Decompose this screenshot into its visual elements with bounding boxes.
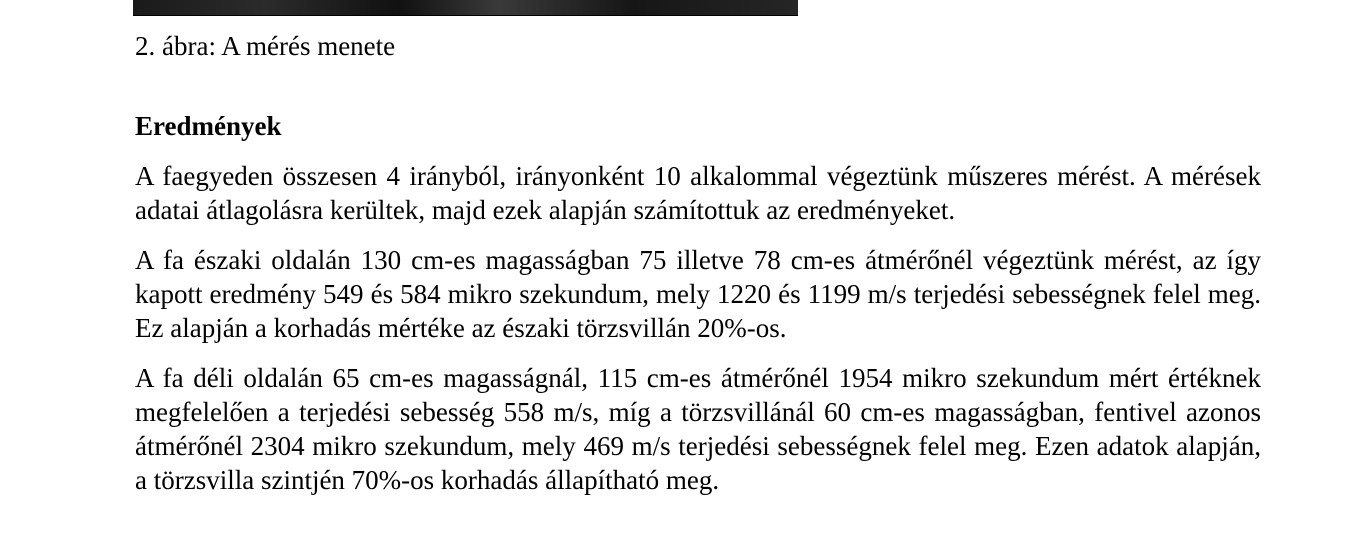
figure-photo (133, 0, 798, 16)
paragraph-2: A fa északi oldalán 130 cm-es magasságban 75 illetve 78 cm-es átmérőnél végeztünk mérést, az így kapott eredmény 549 és 584 mikro szekundum, mely 1220 és 1199 m/s terjedési sebességnek felel meg. Ez alapján a korhadás mértéke az északi törzsvillán 20%-os. (135, 245, 1261, 343)
figure-caption: 2. ábra: A mérés menete (135, 31, 396, 61)
paragraph-3: A fa déli oldalán 65 cm-es magasságnál, 115 cm-es átmérőnél 1954 mikro szekundum mért értéknek megfelelően a terjedési sebesség 558 m/s, míg a törzsvillánál 60 cm-es magasságban, fentivel azonos átmérőnél 2304 mikro szekundum, mely 469 m/s terjedési sebességnek felel meg. Ezen adatok alapján, a törzsvilla szintjén 70%-os korhadás állapítható meg. (135, 363, 1261, 495)
paragraph-1: A faegyeden összesen 4 irányból, irányonként 10 alkalommal végeztünk műszeres mérést. A mérések adatai átlagolásra kerültek, majd ezek alapján számítottuk az eredményeket. (135, 161, 1261, 225)
section-heading: Eredmények (135, 111, 282, 141)
